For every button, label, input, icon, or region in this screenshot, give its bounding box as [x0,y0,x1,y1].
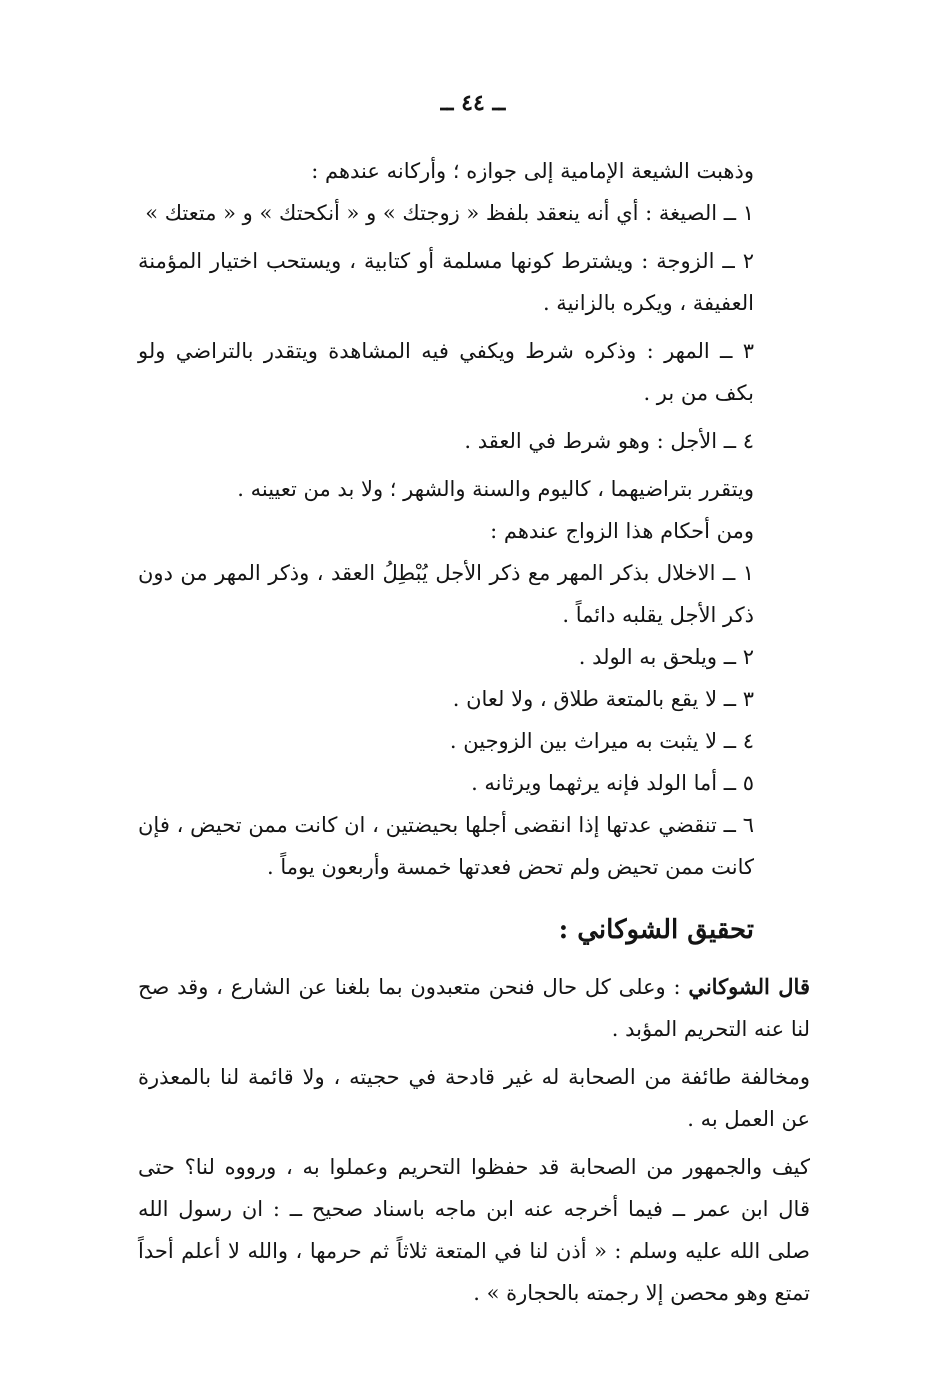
paragraph: ومخالفة طائفة من الصحابة له غير قادحة في حجيته ، ولا قائمة لنا بالمعذرة عن العمل به . [138,1065,810,1131]
author-name: قال الشوكاني [688,974,810,999]
paragraph: كيف والجمهور من الصحابة قد حفظوا التحريم وعملوا به ، ورووه لنا؟ حتى قال ابن عمر ــ فيما أخرجه عنه ابن ماجه باسناد صحيح ــ : ان رسول الله صلى الله عليه وسلم : « أذن لنا في المتعة ثلاثاً ثم حرمها ، والله لا أعلم أحداً تمتع وهو محصن إلا رجمته بالحجارة » . [138,1155,810,1305]
page-number: ــ ٤٤ ــ [440,90,506,116]
list-item: ٢ ــ الزوجة : ويشترط كونها مسلمة أو كتابية ، ويستحب اختيار المؤمنة العفيفة ، ويكره بالزانية . [138,249,754,315]
list-item: ١ ــ الاخلال بذكر المهر مع ذكر الأجل يُبْطِلُ العقد ، وذكر المهر من دون ذكر الأجل يقلبه دائماً . [138,561,754,627]
paragraph: ويتقرر بتراضيهما ، كاليوم والسنة والشهر ؛ ولا بد من تعيينه . [237,477,754,501]
list-item: ٢ ــ ويلحق به الولد . [578,645,754,669]
section-heading: تحقيق الشوكاني : [558,915,754,945]
list-item: ٤ ــ الأجل : وهو شرط في العقد . [464,429,754,453]
list-item: ٣ ــ لا يقع بالمتعة طلاق ، ولا لعان . [452,687,754,711]
list-item: ٦ ــ تنقضي عدتها إذا انقضى أجلها بحيضتين ، ان كانت ممن تحيض ، فإن كانت ممن تحيض ولم تحض فعدتها خمسة وأربعون يوماً . [138,813,754,879]
list-item: ١ ــ الصيغة : أي أنه ينعقد بلفظ « زوجتك » و « أنكحتك » و « متعتك » [145,201,754,225]
paragraph [138,966,810,1050]
paragraph: ومن أحكام هذا الزواج عندهم : [490,519,754,543]
paragraph-text: : وعلى كل حال فنحن متعبدون بما بلغنا عن الشارع ، وقد صح لنا عنه التحريم المؤبد . [138,975,810,1041]
list-item: ٤ ــ لا يثبت به ميراث بين الزوجين . [449,729,754,753]
list-item: ٥ ــ أما الولد فإنه يرثهما ويرثانه . [471,771,754,795]
paragraph: وذهبت الشيعة الإمامية إلى جوازه ؛ وأركانه عندهم : [311,159,754,183]
page-body [138,150,810,1314]
list-item: ٣ ــ المهر : وذكره شرط ويكفي فيه المشاهدة ويتقدر بالتراضي ولو بكف من بر . [138,339,754,405]
